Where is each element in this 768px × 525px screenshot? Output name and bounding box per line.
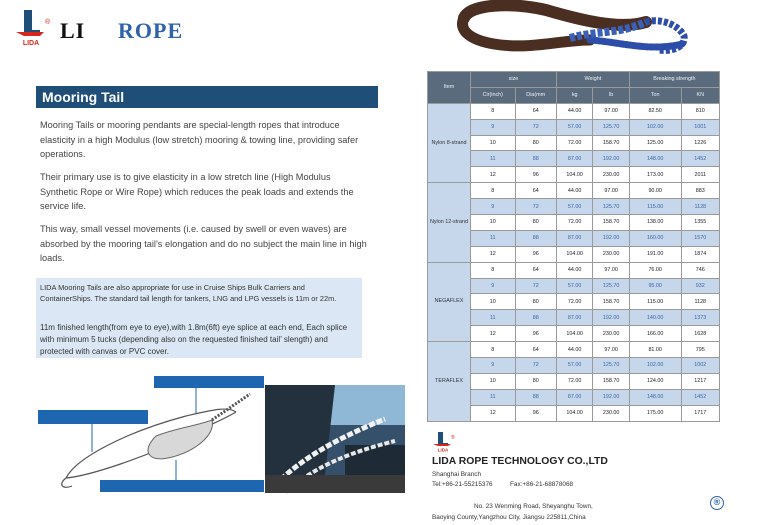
table-cell: 87.00 (556, 230, 592, 246)
svg-text:®: ® (451, 435, 455, 441)
table-cell: 115.00 (629, 199, 681, 215)
table-cell: 12 (471, 167, 516, 183)
table-cell: 1002 (681, 358, 719, 374)
table-cell: 64 (515, 183, 556, 199)
table-cell: 81.00 (629, 342, 681, 358)
table-cell: 932 (681, 278, 719, 294)
table-cell: 166.00 (629, 326, 681, 342)
table-cell: 192.00 (593, 310, 629, 326)
table-cell: 1717 (681, 405, 719, 421)
note-specification: 11m finished length(from eye to eye),with 1.8m(6ft) eye splice at each end, Each splice with minimum 5 tucks (depending also on the requested finished tail’ slength) and protected with canvas or PVC cover. (40, 323, 348, 356)
table-cell: 115.00 (629, 294, 681, 310)
table-row (428, 230, 720, 246)
table-cell: 57.00 (556, 358, 592, 374)
table-row (428, 389, 720, 405)
table-cell: 158.70 (593, 135, 629, 151)
address-line-1: No. 23 Wenming Road, Sheyanghu Town, (474, 503, 593, 510)
table-cell: 158.70 (593, 215, 629, 231)
table-cell: 64 (515, 342, 556, 358)
table-cell: 11 (471, 230, 516, 246)
table-cell: 96 (515, 405, 556, 421)
table-cell: 1128 (681, 199, 719, 215)
table-cell: 80 (515, 215, 556, 231)
table-cell: 11 (471, 389, 516, 405)
table-cell: 148.00 (629, 151, 681, 167)
table-cell: 10 (471, 215, 516, 231)
table-cell: 1628 (681, 326, 719, 342)
table-row (428, 294, 720, 310)
table-cell: 96 (515, 326, 556, 342)
table-cell: 125.00 (629, 135, 681, 151)
group-name: Nylon 8-strand (428, 103, 471, 182)
section-title-bar (36, 86, 378, 108)
table-cell: 8 (471, 262, 516, 278)
header-kg: kg (556, 87, 592, 103)
table-cell: 1128 (681, 294, 719, 310)
table-cell: 1874 (681, 246, 719, 262)
table-row (428, 262, 720, 278)
rope-product-photo (450, 0, 694, 70)
table-cell: 795 (681, 342, 719, 358)
group-name: Nylon 12-strand (428, 183, 471, 262)
table-cell: 57.00 (556, 199, 592, 215)
table-cell: 72.00 (556, 215, 592, 231)
table-row (428, 135, 720, 151)
table-cell: 125.70 (593, 199, 629, 215)
table-cell: 44.00 (556, 183, 592, 199)
table-cell: 72 (515, 278, 556, 294)
note-applications: LIDA Mooring Tails are also appropriate for use in Cruise Ships Bulk Carriers and ContainerShips. The standard tail length for tankers, LNG and LPG vessels is 11m or 22m. (40, 283, 337, 303)
table-row (428, 103, 720, 119)
table-cell: 125.70 (593, 119, 629, 135)
table-cell: 1373 (681, 310, 719, 326)
table-row (428, 215, 720, 231)
table-cell: 2011 (681, 167, 719, 183)
table-cell: 104.00 (556, 326, 592, 342)
table-row (428, 342, 720, 358)
spec-table (427, 71, 720, 422)
header-item: Item (428, 72, 471, 104)
paragraph-vessel-movements: This way, small vessel movements (i.e. caused by swell or even waves) are absorbed by the mooring tail’s elongation and do no subject the main line in high loads. (40, 224, 367, 263)
table-cell: 97.00 (593, 103, 629, 119)
svg-text:®: ® (45, 19, 51, 26)
table-cell: 9 (471, 119, 516, 135)
table-cell: 192.00 (593, 230, 629, 246)
table-cell: 96 (515, 167, 556, 183)
group-name: NEGAFLEX (428, 262, 471, 341)
telephone: Tel:+86-21-55215376 (432, 481, 493, 488)
table-cell: 158.70 (593, 294, 629, 310)
table-cell: 192.00 (593, 389, 629, 405)
section-title: Mooring Tail (42, 89, 125, 105)
table-cell: 1452 (681, 389, 719, 405)
table-row (428, 199, 720, 215)
table-cell: 102.00 (629, 119, 681, 135)
table-cell: 88 (515, 310, 556, 326)
table-cell: 191.00 (629, 246, 681, 262)
table-row (428, 183, 720, 199)
table-row (428, 373, 720, 389)
table-cell: 97.00 (593, 342, 629, 358)
table-row (428, 405, 720, 421)
table-row (428, 119, 720, 135)
table-cell: 87.00 (556, 389, 592, 405)
table-cell: 9 (471, 199, 516, 215)
lida-logo (14, 10, 51, 47)
table-cell: 97.00 (593, 262, 629, 278)
table-cell: 11 (471, 151, 516, 167)
paragraph-intro: Mooring Tails or mooring pendants are special-length ropes that introduce elasticity in a high Modulus (low stretch) mooring & towing line, providing safer operations. (40, 120, 359, 159)
table-cell: 125.70 (593, 278, 629, 294)
brand-rope: ROPE (118, 18, 184, 43)
table-cell: 1217 (681, 373, 719, 389)
header-size: size (471, 72, 557, 88)
table-cell: 138.00 (629, 215, 681, 231)
note-box (36, 278, 362, 358)
table-cell: 10 (471, 294, 516, 310)
table-cell: 88 (515, 389, 556, 405)
table-cell: 12 (471, 246, 516, 262)
table-cell: 148.00 (629, 389, 681, 405)
table-cell: 8 (471, 183, 516, 199)
footer-logo (432, 432, 454, 452)
table-cell: 44.00 (556, 262, 592, 278)
header-cir: Cir(inch) (471, 87, 516, 103)
table-cell: 746 (681, 262, 719, 278)
table-cell: 8 (471, 103, 516, 119)
table-cell: 1355 (681, 215, 719, 231)
group-name: TERAFLEX (428, 342, 471, 421)
table-cell: 140.00 (629, 310, 681, 326)
table-cell: 64 (515, 103, 556, 119)
header-dia: Dia(mm (515, 87, 556, 103)
table-cell: 9 (471, 278, 516, 294)
ship-mooring-photo (265, 385, 405, 493)
header-ton: Ton (629, 87, 681, 103)
table-cell: 9 (471, 358, 516, 374)
table-cell: 230.00 (593, 167, 629, 183)
header-weight: Weight (556, 72, 629, 88)
table-cell: 158.70 (593, 373, 629, 389)
fax: Fax:+86-21-68878068 (510, 481, 574, 488)
table-cell: 76.00 (629, 262, 681, 278)
paragraph-primary-use: Their primary use is to give elasticity in a low stretch line (High Modulus Synthetic Rope or Wire Rope) which reduces the peak loads and extends the service life. (40, 172, 354, 211)
table-cell: 125.70 (593, 358, 629, 374)
table-cell: 173.00 (629, 167, 681, 183)
table-row (428, 151, 720, 167)
table-cell: 175.00 (629, 405, 681, 421)
table-cell: 95.00 (629, 278, 681, 294)
table-cell: 10 (471, 135, 516, 151)
table-cell: 87.00 (556, 151, 592, 167)
table-cell: 124.00 (629, 373, 681, 389)
table-cell: 87.00 (556, 310, 592, 326)
registered-mark: ® (710, 496, 724, 510)
table-cell: 88 (515, 151, 556, 167)
branch-name: Shanghai Branch (432, 471, 482, 478)
table-cell: 230.00 (593, 326, 629, 342)
table-cell: 104.00 (556, 405, 592, 421)
table-cell: 64 (515, 262, 556, 278)
header-kn: KN (681, 87, 719, 103)
mooring-tail-diagram (36, 372, 268, 500)
table-cell: 11 (471, 310, 516, 326)
table-cell: 883 (681, 183, 719, 199)
table-cell: 1570 (681, 230, 719, 246)
table-row (428, 246, 720, 262)
table-cell: 82.50 (629, 103, 681, 119)
table-cell: 1226 (681, 135, 719, 151)
header-breaking-strength: Breaking strength (629, 72, 719, 88)
table-cell: 80 (515, 135, 556, 151)
table-cell: 10 (471, 373, 516, 389)
table-cell: 230.00 (593, 405, 629, 421)
table-cell: 97.00 (593, 183, 629, 199)
table-cell: 80 (515, 373, 556, 389)
table-cell: 57.00 (556, 278, 592, 294)
table-cell: 80 (515, 294, 556, 310)
table-cell: 1001 (681, 119, 719, 135)
table-cell: 72 (515, 119, 556, 135)
table-cell: 90.00 (629, 183, 681, 199)
table-cell: 72 (515, 358, 556, 374)
table-cell: 72 (515, 199, 556, 215)
table-cell: 72.00 (556, 294, 592, 310)
table-cell: 72.00 (556, 373, 592, 389)
table-cell: 810 (681, 103, 719, 119)
brand-li: LI (60, 18, 86, 43)
table-cell: 88 (515, 230, 556, 246)
footer-logo-text: LIDA (437, 447, 449, 453)
table-cell: 44.00 (556, 103, 592, 119)
table-row (428, 310, 720, 326)
table-row (428, 167, 720, 183)
table-cell: 57.00 (556, 119, 592, 135)
logo-text: LIDA (22, 40, 40, 47)
table-cell: 1452 (681, 151, 719, 167)
table-cell: 230.00 (593, 246, 629, 262)
header-lb: lb (593, 87, 629, 103)
table-cell: 72.00 (556, 135, 592, 151)
table-cell: 12 (471, 405, 516, 421)
table-cell: 44.00 (556, 342, 592, 358)
table-cell: 8 (471, 342, 516, 358)
table-row (428, 358, 720, 374)
table-cell: 102.00 (629, 358, 681, 374)
table-cell: 104.00 (556, 246, 592, 262)
table-cell: 96 (515, 246, 556, 262)
table-cell: 192.00 (593, 151, 629, 167)
address-line-2: Baoying County,Yangzhou City, Jiangsu 225811,China (432, 514, 586, 521)
table-cell: 12 (471, 326, 516, 342)
table-row (428, 326, 720, 342)
table-row (428, 278, 720, 294)
table-cell: 160.00 (629, 230, 681, 246)
table-cell: 104.00 (556, 167, 592, 183)
company-name: LIDA ROPE TECHNOLOGY CO.,LTD (432, 456, 608, 467)
